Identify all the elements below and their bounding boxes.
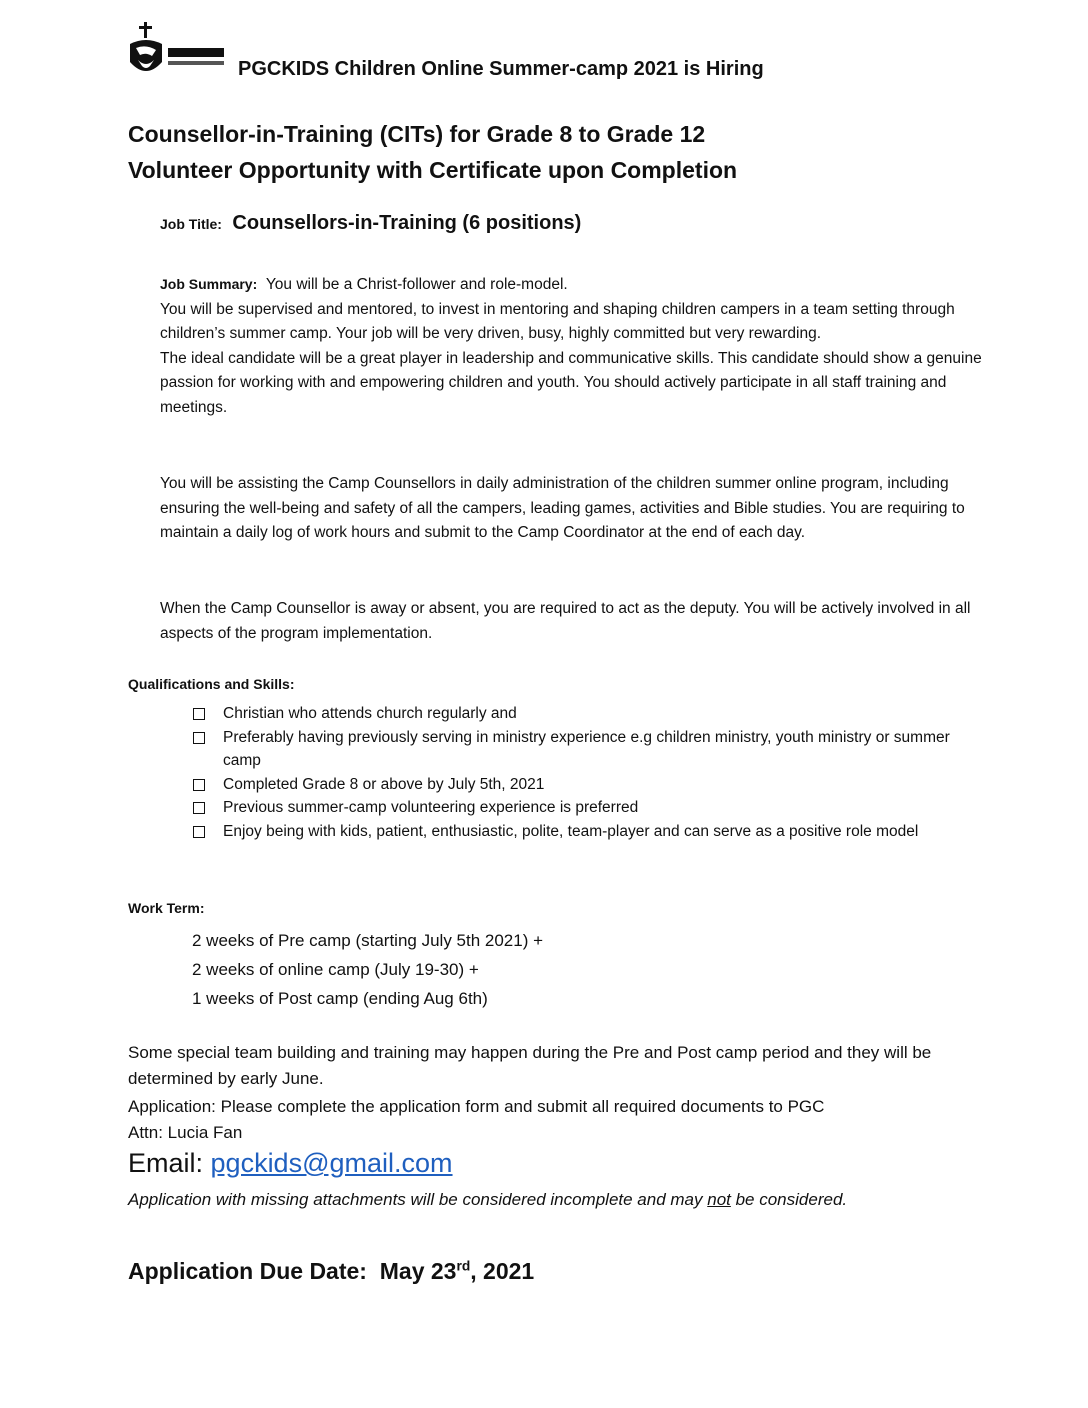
deputy-paragraph: When the Camp Counsellor is away or absent, you are required to act as the deputy. You will be actively involved in all aspects of the program implementation. <box>160 600 971 642</box>
job-title-label: Job Title: <box>160 216 222 232</box>
emphasis-not: not <box>707 1190 731 1209</box>
job-title-value: Counsellors-in-Training (6 positions) <box>232 212 582 234</box>
due-label: Application Due Date: <box>128 1258 367 1284</box>
due-date: May 23rd, 2021 <box>379 1258 535 1284</box>
work-term-heading: Work Term: <box>128 900 205 916</box>
title-line-1: Counsellor-in-Training (CITs) for Grade 8 to Grade 12 <box>128 121 706 147</box>
attention-line: Attn: Lucia Fan <box>128 1123 243 1142</box>
qualifications-heading: Qualifications and Skills: <box>128 676 295 692</box>
job-title-row <box>160 212 581 235</box>
email-label: Email: <box>128 1148 204 1178</box>
special-training-note: Some special team building and training may happen during the Pre and Post camp period and they will be determined by early June. <box>128 1043 932 1088</box>
list-item: 2 weeks of Pre camp (starting July 5th 2021) + <box>192 931 544 950</box>
job-summary-lead: You will be a Christ-follower and role-model. <box>265 276 568 293</box>
list-item: Enjoy being with kids, patient, enthusiastic, polite, team-player and can serve as a positive role model <box>190 820 990 844</box>
application-instructions: Application: Please complete the application form and submit all required documents to PGC <box>128 1097 825 1116</box>
email-link[interactable]: pgckids@gmail.com <box>210 1148 453 1178</box>
application-due-date <box>128 1258 534 1285</box>
title-line-2: Volunteer Opportunity with Certificate upon Completion <box>128 157 738 183</box>
list-item: 2 weeks of online camp (July 19-30) + <box>192 960 479 979</box>
list-item: Previous summer-camp volunteering experience is preferred <box>190 796 990 820</box>
email-row <box>128 1148 453 1179</box>
checkbox-icon <box>193 708 205 720</box>
missing-attachments-note: Application with missing attachments will be considered incomplete and may not be considered. <box>128 1190 848 1209</box>
list-item: Completed Grade 8 or above by July 5th, 2021 <box>190 773 990 797</box>
header-title: PGCKIDS Children Online Summer-camp 2021 is Hiring <box>238 58 764 80</box>
job-summary <box>160 272 1000 420</box>
qualifications-list <box>190 702 990 843</box>
checkbox-icon <box>193 779 205 791</box>
church-logo <box>128 22 228 84</box>
work-term-list <box>192 926 543 1013</box>
job-summary-label: Job Summary: <box>160 276 258 292</box>
page-title <box>128 116 737 188</box>
list-item: Christian who attends church regularly and <box>190 702 990 726</box>
job-summary-paragraph-1: You will be supervised and mentored, to invest in mentoring and shaping children campers in a team setting through children’s summer camp. Your job will be very driven, busy, highly committed but very rewarding. <box>160 300 955 342</box>
list-item: 1 weeks of Post camp (ending Aug 6th) <box>192 989 488 1008</box>
job-summary-paragraph-2: The ideal candidate will be a great player in leadership and communicative skills. This candidate should show a genuine passion for working with and empowering children and youth. You should actively participate in all staff training and meetings. <box>160 349 982 416</box>
checkbox-icon <box>193 802 205 814</box>
duties-paragraph: You will be assisting the Camp Counsellors in daily administration of the children summer online program, including ensuring the well-being and safety of all the campers, leading games, activities and Bible studies. You are requiring to maintain a daily log of work hours and submit to the Camp Coordinator at the end of each day. <box>160 475 965 541</box>
checkbox-icon <box>193 826 205 838</box>
church-logo-icon <box>128 22 228 84</box>
list-item: Preferably having previously serving in ministry experience e.g children ministry, youth ministry or summer camp <box>190 726 990 773</box>
checkbox-icon <box>193 732 205 744</box>
